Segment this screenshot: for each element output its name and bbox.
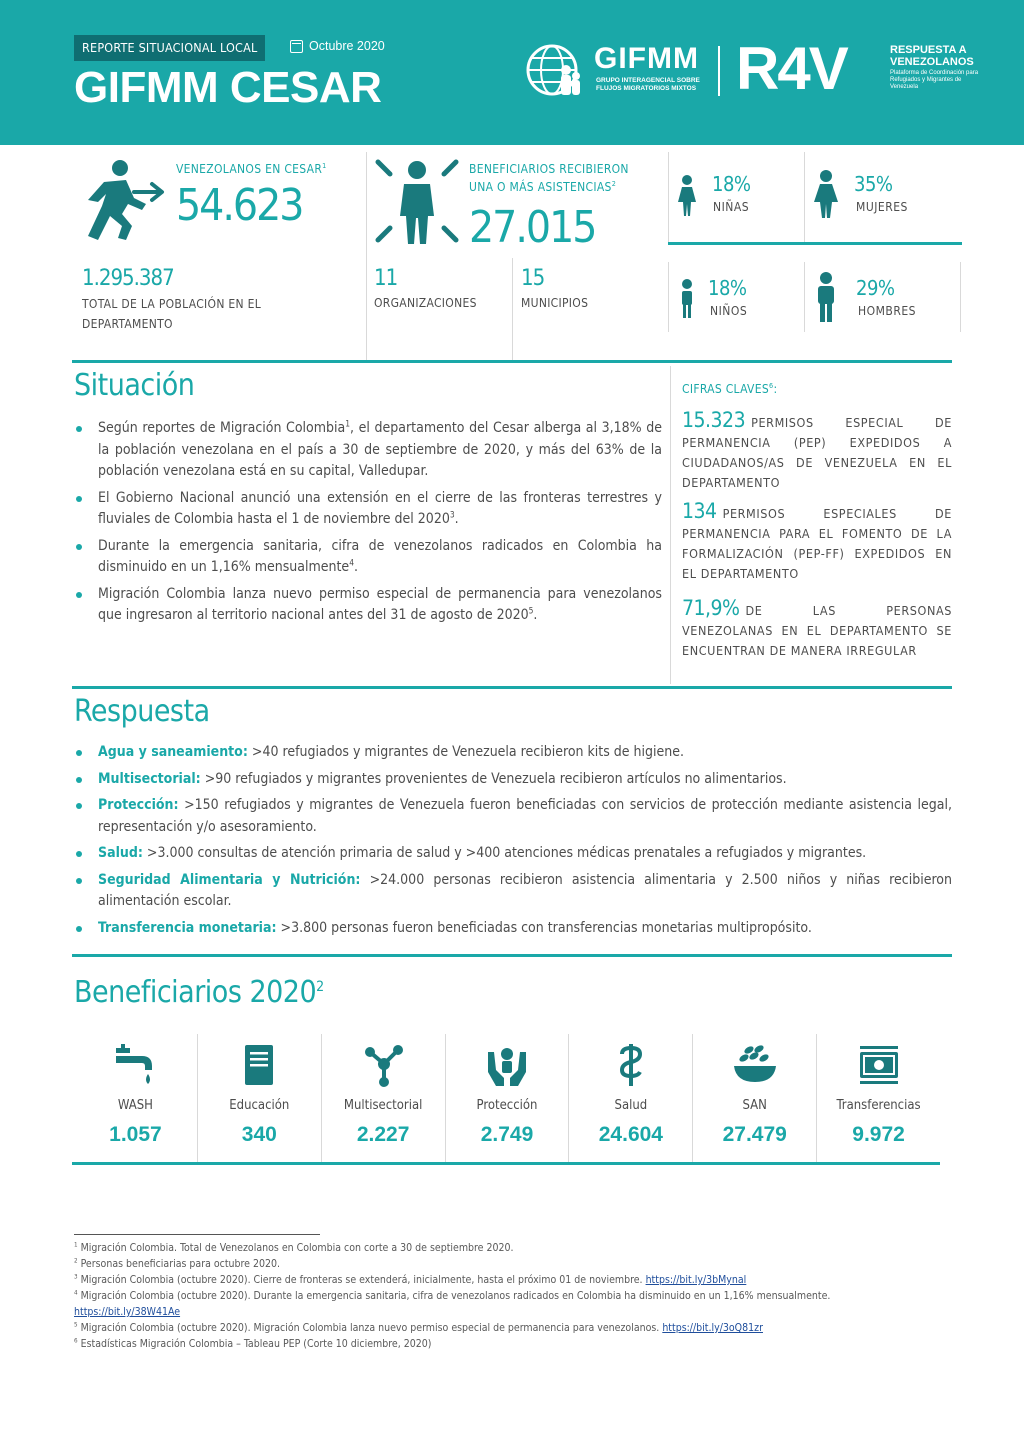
footnote-number: 1	[74, 1241, 78, 1249]
cifras-claves	[682, 380, 952, 669]
beneficiarios-label-line2-text: UNA O MÁS ASISTENCIAS	[469, 180, 612, 194]
sector-value: 27.479	[722, 1123, 787, 1146]
demo-boys-pct: 18%	[708, 276, 747, 300]
beneficiarios-label-line2	[469, 178, 629, 196]
report-date-text: Octubre 2020	[309, 39, 385, 53]
gifmm-wordmark: GIFMM	[594, 42, 699, 75]
beneficiarios-label-line1: BENEFICIARIOS RECIBIERON	[469, 162, 629, 176]
demo-women-label: MUJERES	[856, 200, 908, 214]
respuesta-bullet-label: Protección:	[98, 797, 179, 813]
demo-girls	[676, 170, 812, 238]
sector-label: Multisectorial	[343, 1098, 423, 1113]
beneficiarios-label	[469, 160, 629, 196]
situacion-bullet-text: Durante la emergencia sanitaria, cifra de venezolanos radicados en Colombia ha disminuido en un 1,16% mensualmente	[98, 537, 662, 575]
cifra-item	[682, 598, 952, 661]
sector-label: Transferencias	[836, 1098, 921, 1113]
poblacion-value: 1.295.387	[82, 266, 174, 291]
cifra-number: 134	[682, 499, 717, 523]
footnote-number: 5	[74, 1321, 78, 1329]
r4v-tagline-main: RESPUESTA A VENEZOLANOS	[890, 44, 974, 68]
beneficiary-person-icon	[374, 156, 460, 246]
footnote	[74, 1336, 934, 1352]
network-icon	[360, 1042, 406, 1088]
situacion-bullet-text: .	[454, 511, 459, 527]
cifra-text: PERMISOS ESPECIALES DE PERMANENCIA PARA EL FOMENTO DE LA FORMALIZACIÓN (PEP-FF) EXPEDIDOS EN EL DEPARTAMENTO	[682, 506, 952, 581]
situacion-divider	[670, 366, 671, 684]
sector-label: Protección	[476, 1098, 538, 1113]
respuesta-list	[74, 742, 952, 944]
respuesta-bullet-text: >150 refugiados y migrantes de Venezuela fueron beneficiadas con servicios de protección mediante asistencia legal, representación y/o asesoramiento.	[98, 797, 952, 835]
sector-proteccion	[445, 1034, 569, 1164]
respuesta-bullet	[74, 769, 952, 791]
footnote-text: Migración Colombia (octubre 2020). Durante la emergencia sanitaria, cifra de venezolanos radicados en Colombia ha disminuido en un 1,16% mensualmente.	[77, 1290, 831, 1302]
demo-divider-right-2	[960, 262, 961, 332]
logo-divider	[718, 46, 720, 96]
sector-salud	[568, 1034, 692, 1164]
header-banner	[0, 0, 1024, 145]
cifras-title-text: CIFRAS CLAVES	[682, 382, 770, 396]
demo-boys	[676, 276, 812, 344]
situacion-bullet	[74, 488, 662, 531]
respuesta-bullet-text: >40 refugiados y migrantes de Venezuela recibieron kits de higiene.	[247, 744, 685, 760]
cifras-title-colon: :	[773, 382, 778, 396]
faucet-icon	[112, 1042, 158, 1088]
man-icon	[812, 272, 840, 324]
situacion-list	[74, 418, 662, 632]
demo-girls-pct: 18%	[712, 172, 751, 196]
footnote	[74, 1320, 934, 1336]
situacion-bullet-text: .	[533, 607, 538, 623]
demo-girls-label: NIÑAS	[713, 200, 750, 214]
respuesta-bullet	[74, 742, 952, 764]
footnote-number: 3	[74, 1273, 78, 1281]
footnote-link[interactable]: https://bit.ly/3bMynal	[645, 1274, 747, 1286]
page-title: GIFMM CESAR	[74, 63, 382, 112]
respuesta-bullet-text: >24.000 personas recibieron asistencia alimentaria y 2.500 niños y niñas recibieron alimentación escolar.	[98, 871, 952, 909]
boy-icon	[676, 278, 698, 322]
footnote-text: Personas beneficiarias para octubre 2020.	[77, 1258, 281, 1270]
r4v-tagline-sub: Plataforma de Coordinación para Refugiados y Migrantes de Venezuela	[890, 70, 979, 90]
sector-label: Salud	[614, 1098, 648, 1113]
beneficiarios-title-sup: 2	[316, 979, 324, 995]
demo-divider-left-2	[668, 262, 669, 332]
sector-value: 340	[241, 1123, 277, 1146]
situacion-bullet-text: Migración Colombia lanza nuevo permiso especial de permanencia para venezolanos que ingresaron al territorio nacional antes del 31 de agosto de 2020	[98, 585, 662, 623]
footnote-ref: 1	[345, 418, 351, 429]
footnote-ref: 3	[449, 509, 455, 520]
footnotes	[74, 1240, 934, 1352]
respuesta-bullet-label: Agua y saneamiento:	[98, 744, 248, 760]
food-bowl-icon	[732, 1042, 778, 1088]
report-type-tag: REPORTE SITUACIONAL LOCAL	[74, 35, 265, 61]
situacion-bullet-text: .	[353, 559, 358, 575]
sector-value: 24.604	[598, 1123, 663, 1146]
walking-arrow-icon	[74, 158, 170, 242]
footnote-text: Migración Colombia (octubre 2020). Migración Colombia lanza nuevo permiso especial de permanencia para venezolanos.	[77, 1322, 663, 1334]
sector-educacion	[197, 1034, 321, 1164]
situacion-title: Situación	[74, 368, 195, 403]
section-rule-3	[72, 954, 952, 957]
r4v-wordmark: R4V	[736, 35, 847, 102]
sector-value: 2.749	[480, 1123, 534, 1146]
footnote-text: Estadísticas Migración Colombia – Tableau PEP (Corte 10 diciembre, 2020)	[77, 1338, 432, 1350]
municipios-label: MUNICIPIOS	[521, 296, 589, 310]
municipios-value: 15	[521, 266, 545, 291]
situacion-bullet-text: , el departamento del Cesar alberga al 3,18% de la población venezolana en el país a 30 de septiembre de 2020, y más del 63% de la población venezolana está en su capital, Valledupar.	[98, 420, 662, 479]
cifra-number: 71,9%	[682, 596, 740, 620]
footnote	[74, 1240, 934, 1256]
cifra-item	[682, 501, 952, 584]
demo-women	[812, 170, 948, 238]
beneficiarios-title-text: Beneficiarios 2020	[74, 975, 317, 1010]
cifra-text: PERMISOS ESPECIAL DE PERMANENCIA (PEP) EXPEDIDOS A CIUDADANOS/AS DE VENEZUELA EN EL DEPARTAMENTO	[682, 415, 952, 490]
footnote-ref: 4	[349, 557, 354, 568]
respuesta-bullet-label: Salud:	[98, 845, 143, 861]
sector-wash	[74, 1034, 197, 1164]
situacion-bullet	[74, 536, 662, 579]
girl-icon	[676, 174, 698, 218]
demo-men	[812, 272, 948, 340]
globe-people-icon	[522, 40, 590, 102]
stats-divider-1	[366, 152, 367, 360]
r4v-tagline	[890, 44, 980, 91]
demo-men-pct: 29%	[856, 276, 895, 300]
calendar-icon	[290, 40, 303, 53]
respuesta-bullet-text: >3.800 personas fueron beneficiadas con transferencias monetarias multipropósito.	[276, 919, 812, 936]
venezolanos-value: 54.623	[176, 180, 303, 231]
footnote-ref: 5	[528, 605, 534, 616]
sector-value: 2.227	[356, 1123, 410, 1146]
cifra-text: DE LAS PERSONAS VENEZOLANAS EN EL DEPARTAMENTO SE ENCUENTRAN DE MANERA IRREGULAR	[682, 603, 952, 658]
situacion-bullet	[74, 418, 662, 483]
beneficiarios-label-sup: 2	[611, 179, 617, 188]
beneficiarios-title	[74, 975, 324, 1010]
situacion-bullet-text: El Gobierno Nacional anunció una extensión en el cierre de las fronteras terrestres y fluviales de Colombia hasta el 1 de noviembre del 2020	[98, 489, 662, 527]
respuesta-bullet-text: >90 refugiados y migrantes provenientes de Venezuela recibieron artículos no alimentarios.	[200, 770, 787, 787]
gifmm-subtitle: GRUPO INTERAGENCIAL SOBRE FLUJOS MIGRATORIOS MIXTOS	[596, 77, 700, 92]
sector-transferencias	[816, 1034, 940, 1164]
health-icon	[608, 1042, 654, 1088]
footnote-number: 6	[74, 1337, 78, 1345]
footnote-number: 2	[74, 1257, 78, 1265]
cash-icon	[856, 1042, 902, 1088]
cifras-title-sup: 6	[769, 381, 774, 390]
cifra-item	[682, 410, 952, 493]
sector-label: SAN	[742, 1098, 767, 1113]
demo-rule	[668, 242, 962, 245]
cifra-number: 15.323	[682, 408, 746, 432]
respuesta-bullet	[74, 870, 952, 913]
beneficiarios-sectors	[74, 1034, 940, 1164]
respuesta-bullet	[74, 918, 952, 940]
protection-hands-icon	[484, 1042, 530, 1088]
section-rule-2	[72, 686, 952, 689]
respuesta-bullet-text: >3.000 consultas de atención primaria de salud y >400 atenciones médicas prenatales a refugiados y migrantes.	[142, 845, 867, 861]
respuesta-bullet-label: Multisectorial:	[98, 770, 201, 787]
venezolanos-label-text: VENEZOLANOS EN CESAR	[176, 162, 323, 176]
footnote-rule	[74, 1234, 320, 1235]
poblacion-label: TOTAL DE LA POBLACIÓN EN EL DEPARTAMENTO	[82, 297, 262, 331]
section-rule-1	[72, 360, 952, 363]
section-rule-4	[72, 1162, 940, 1165]
sector-label: Educación	[229, 1098, 290, 1113]
footnote-text: Migración Colombia (octubre 2020). Cierre de fronteras se extenderá, inicialmente, hasta el próximo 01 de noviembre.	[77, 1274, 646, 1286]
respuesta-bullet-label: Seguridad Alimentaria y Nutrición:	[98, 871, 361, 888]
demo-divider-left	[668, 152, 669, 242]
situacion-bullet-text: Según reportes de Migración Colombia	[98, 420, 346, 436]
respuesta-bullet-label: Transferencia monetaria:	[98, 919, 277, 936]
beneficiarios-value: 27.015	[469, 202, 596, 253]
respuesta-bullet	[74, 795, 952, 838]
footnote	[74, 1288, 934, 1320]
gifmm-logo	[522, 40, 712, 102]
book-icon	[236, 1042, 282, 1088]
cifras-title	[682, 380, 952, 398]
respuesta-title: Respuesta	[74, 694, 210, 729]
organizaciones-label: ORGANIZACIONES	[374, 296, 477, 310]
organizaciones-value: 11	[374, 266, 398, 291]
footnote-link[interactable]: https://bit.ly/38W41Ae	[74, 1306, 181, 1318]
situacion-bullet	[74, 584, 662, 627]
footnote-text: Migración Colombia. Total de Venezolanos en Colombia con corte a 30 de septiembre 2020.	[77, 1242, 514, 1254]
sector-multisectorial	[321, 1034, 445, 1164]
woman-icon	[812, 170, 840, 220]
venezolanos-label-sup: 1	[322, 161, 327, 170]
sector-value: 9.972	[852, 1123, 905, 1146]
footnote-number: 4	[74, 1289, 78, 1297]
respuesta-bullet	[74, 843, 952, 865]
stats-divider-2	[512, 258, 513, 360]
sector-label: WASH	[117, 1098, 153, 1113]
sector-value: 1.057	[109, 1123, 162, 1146]
demo-men-label: HOMBRES	[858, 304, 917, 318]
venezolanos-label	[176, 160, 327, 178]
report-date	[290, 39, 385, 53]
demo-women-pct: 35%	[854, 172, 893, 196]
demo-boys-label: NIÑOS	[710, 304, 748, 318]
footnote-link[interactable]: https://bit.ly/3oQ81zr	[662, 1322, 763, 1334]
footnote	[74, 1272, 934, 1288]
footnote	[74, 1256, 934, 1272]
sector-san	[692, 1034, 816, 1164]
